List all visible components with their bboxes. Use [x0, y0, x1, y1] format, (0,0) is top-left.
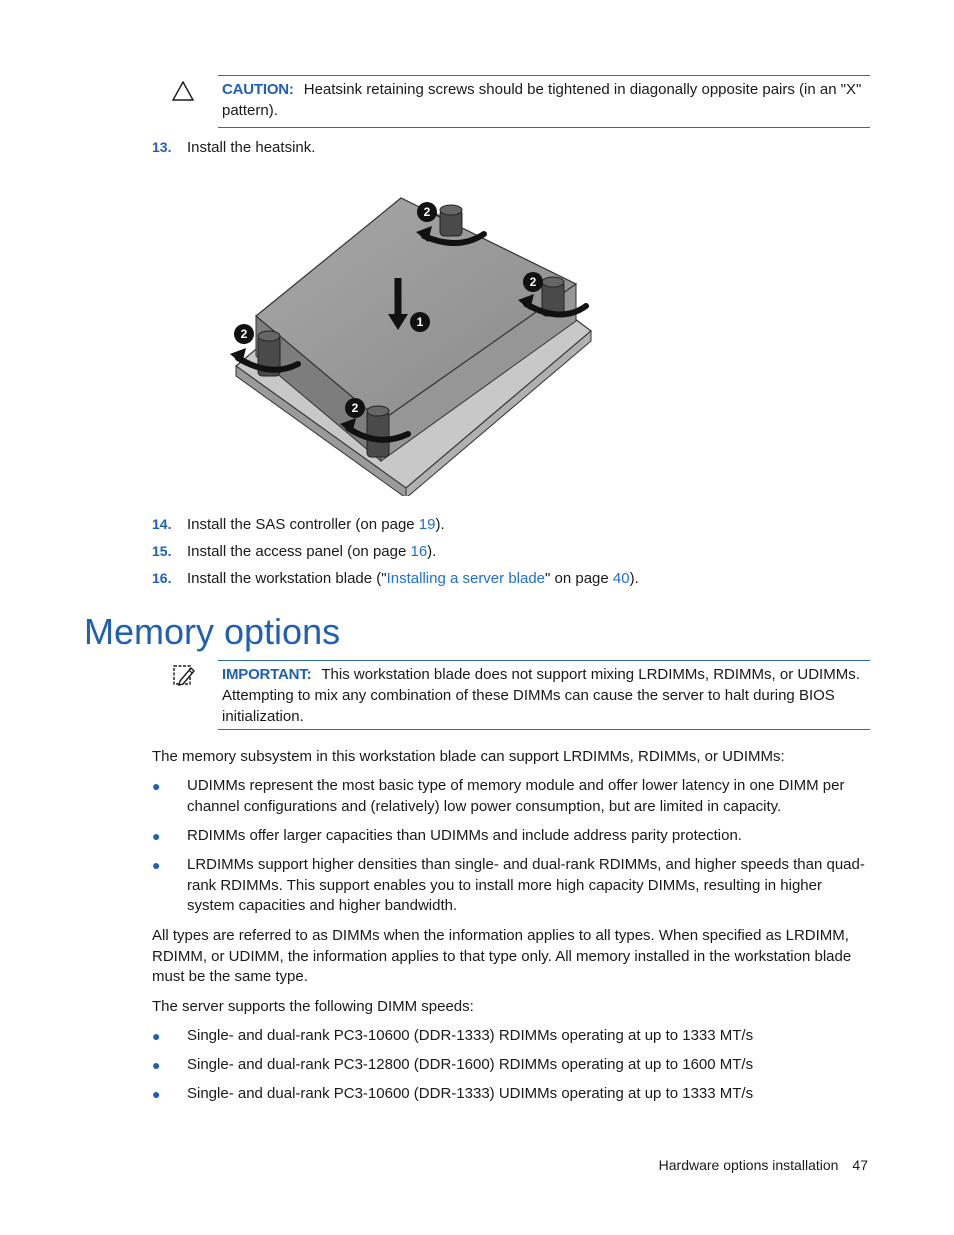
list-item-text: LRDIMMs support higher densities than single- and dual-rank RDIMMs, and higher speeds than quad-rank RDIMMs. This support enables you to install more high capacity DIMMs, resulting in higher system capacities and higher bandwidth.	[187, 856, 865, 914]
caution-notice	[218, 75, 870, 128]
step-14	[152, 514, 445, 535]
step-number: 13.	[152, 139, 172, 155]
important-pencil-icon	[172, 663, 196, 691]
callout-2-bottom: 2	[351, 401, 359, 415]
bullet-icon: ●	[152, 778, 161, 794]
speeds-intro: The server supports the following DIMM speeds:	[152, 998, 474, 1015]
callout-1: 1	[416, 315, 424, 329]
bullet-icon: ●	[152, 1086, 161, 1102]
bullet-icon: ●	[152, 1057, 161, 1073]
screw-bottom	[367, 406, 389, 457]
list-item-text: RDIMMs offer larger capacities than UDIMMs and include address parity protection.	[187, 827, 742, 844]
step-number: 14.	[152, 516, 172, 532]
important-notice	[218, 660, 870, 730]
step-number: 16.	[152, 570, 172, 586]
step-text-mid: " on page	[545, 570, 613, 587]
page-number: 47	[852, 1157, 868, 1173]
bullet-icon: ●	[152, 857, 161, 873]
step-text: Install the SAS controller (on page	[187, 516, 419, 533]
step-text-end: ).	[629, 570, 639, 587]
callout-2-right: 2	[529, 275, 537, 289]
memory-intro: The memory subsystem in this workstation blade can support LRDIMMs, RDIMMs, or UDIMMs:	[152, 748, 785, 765]
list-item-text: UDIMMs represent the most basic type of memory module and offer lower latency in one DIMM per channel configurations and (relatively) low power consumption, but are limited in capacity.	[187, 777, 845, 815]
section-title: Memory options	[84, 611, 341, 652]
page-link[interactable]: 40	[612, 570, 630, 587]
footer-section: Hardware options installation	[658, 1157, 839, 1173]
list-item-text: Single- and dual-rank PC3-10600 (DDR-1333) UDIMMs operating at up to 1333 MT/s	[187, 1085, 754, 1102]
step-text: Install the workstation blade ("	[187, 570, 387, 587]
page-footer	[659, 1157, 868, 1173]
bullet-icon: ●	[152, 1028, 161, 1044]
list-item-text: Single- and dual-rank PC3-10600 (DDR-1333) RDIMMs operating at up to 1333 MT/s	[187, 1027, 754, 1044]
bullet-icon: ●	[152, 828, 161, 844]
page-link[interactable]: 16	[410, 543, 428, 560]
important-text: This workstation blade does not support mixing LRDIMMs, RDIMMs, or UDIMMs. Attempting to mix any combination of these DIMMs can cause the server to halt during BIOS initialization.	[222, 666, 860, 725]
list-item-text: Single- and dual-rank PC3-12800 (DDR-1600) RDIMMs operating at up to 1600 MT/s	[187, 1056, 754, 1073]
screw-top	[440, 205, 462, 236]
step-15	[152, 541, 436, 562]
caution-label: CAUTION:	[222, 81, 294, 98]
step-text: Install the heatsink.	[187, 139, 316, 156]
step-text: Install the access panel (on page	[187, 543, 411, 560]
important-label: IMPORTANT:	[222, 666, 312, 683]
step-16	[152, 568, 639, 589]
heatsink-installation-figure	[226, 196, 606, 500]
page-link[interactable]: 19	[418, 516, 436, 533]
caution-text: Heatsink retaining screws should be tightened in diagonally opposite pairs (in an "X" pattern).	[222, 81, 862, 119]
step-text-end: ).	[427, 543, 437, 560]
callout-2-top: 2	[423, 205, 431, 219]
callout-2-left: 2	[240, 327, 248, 341]
step-text-end: ).	[435, 516, 445, 533]
types-note: All types are referred to as DIMMs when the information applies to all types. When specified as LRDIMM, RDIMM, or UDIMM, the information applies to that type only. All memory installed in the workstation blade must be the same type.	[152, 927, 852, 985]
step-13	[152, 137, 315, 158]
step-number: 15.	[152, 543, 172, 559]
caution-triangle-icon	[172, 81, 194, 105]
installing-server-blade-link[interactable]: Installing a server blade	[386, 570, 546, 587]
